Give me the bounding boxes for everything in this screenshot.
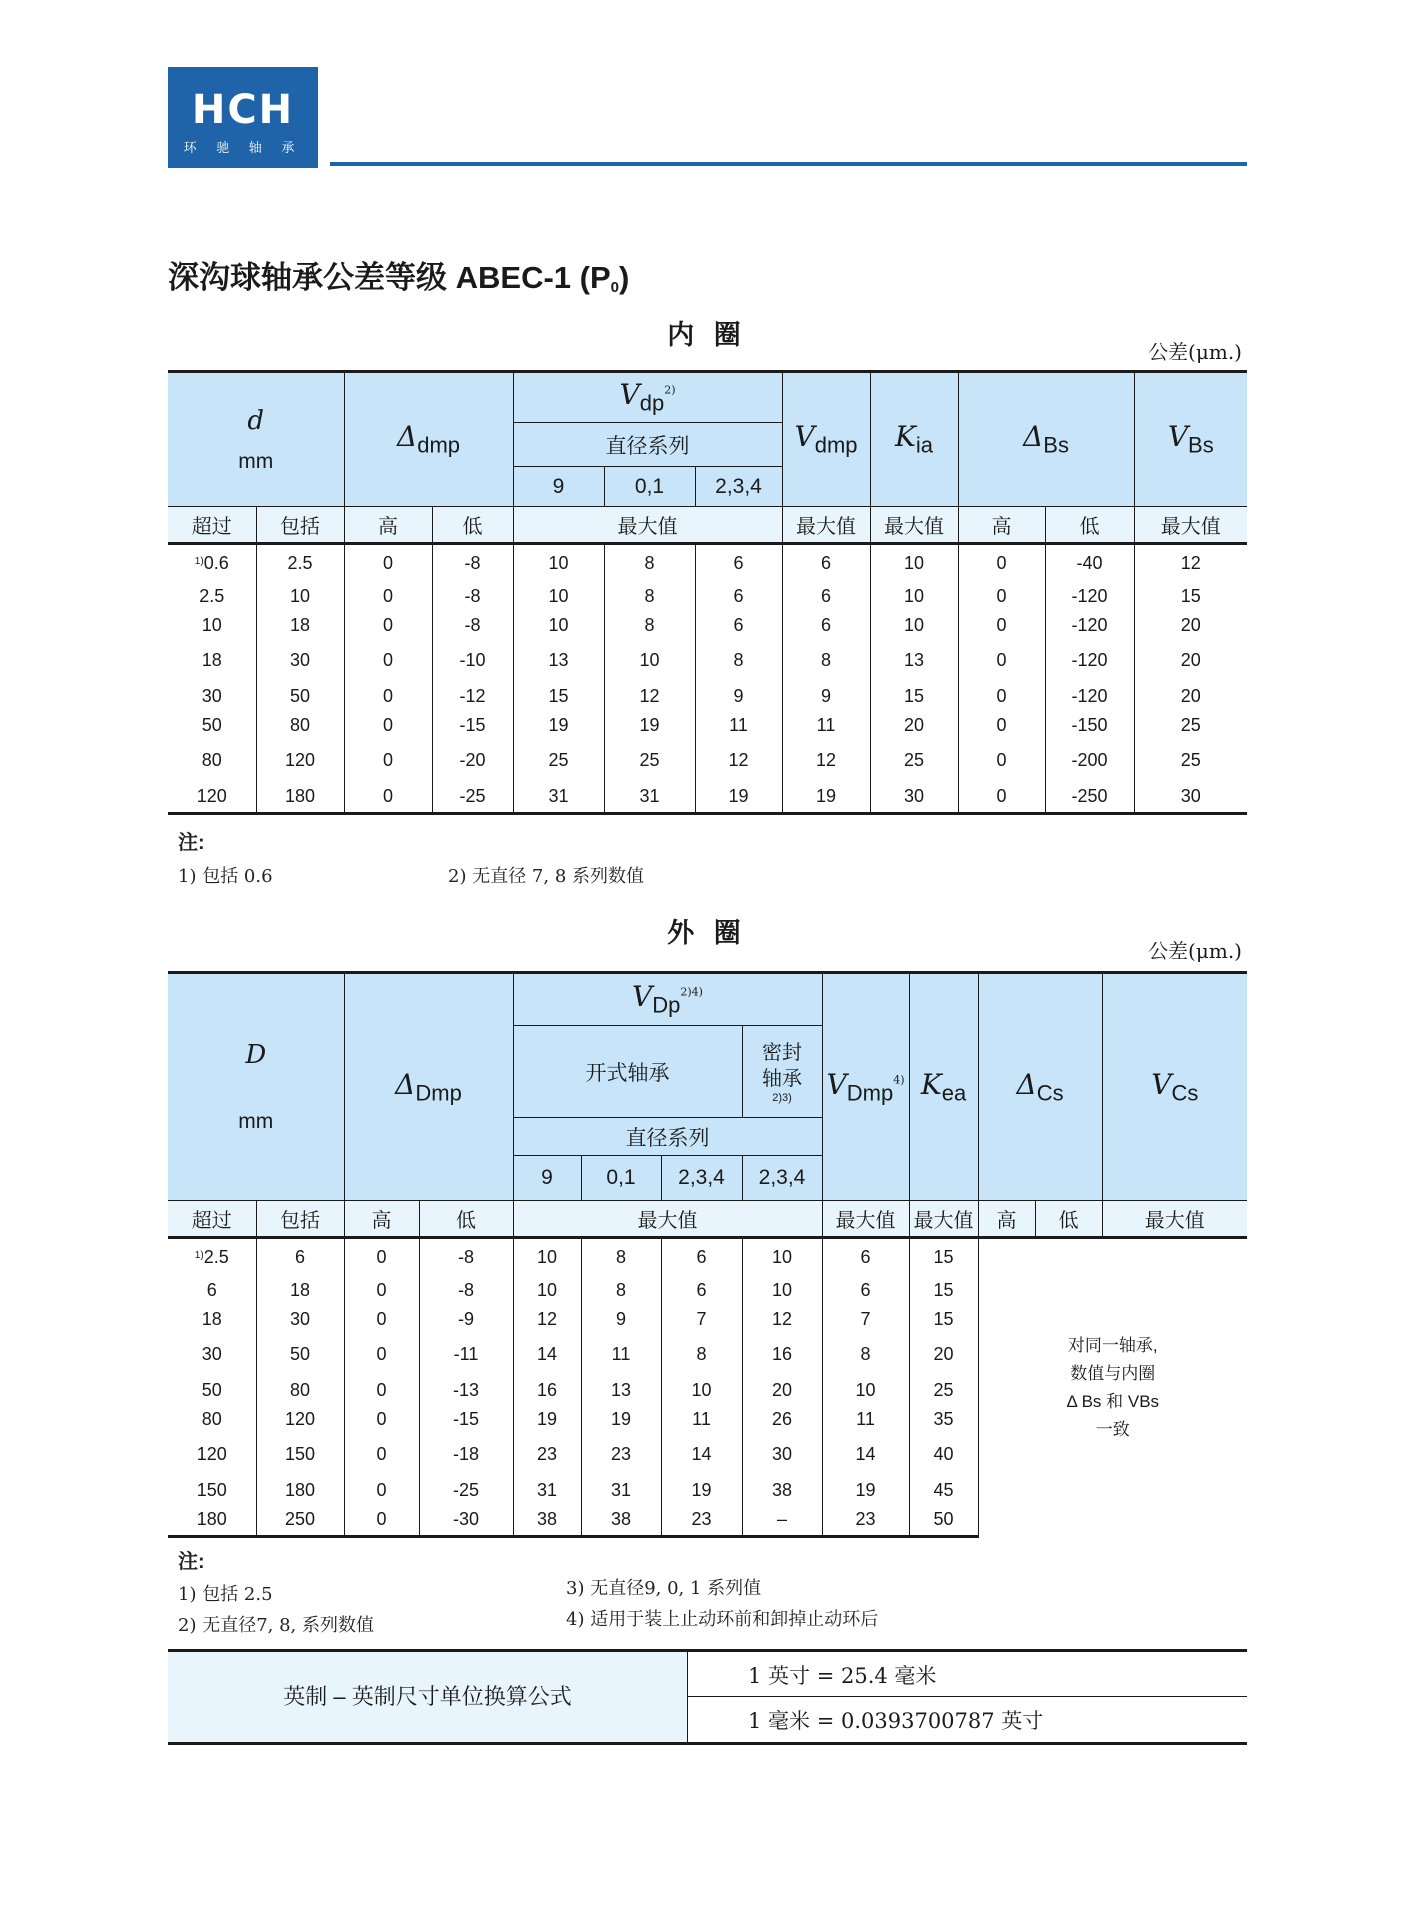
table-cell: 15	[513, 682, 604, 711]
table-row	[168, 740, 1247, 782]
footnote-marker: 1)	[194, 1249, 204, 1261]
table-cell: 50	[256, 682, 344, 711]
table-cell: 19	[661, 1476, 742, 1505]
divider	[688, 1696, 1247, 1697]
table-cell: 15	[909, 1305, 978, 1334]
table-cell: 0	[958, 740, 1045, 782]
table-cell: 6	[782, 611, 870, 640]
table-cell: -9	[419, 1305, 513, 1334]
col-high: 高	[958, 507, 1045, 544]
table-cell: 0	[344, 1434, 419, 1476]
table-cell: 12	[1134, 544, 1247, 582]
vbs-header: $V_{Bs}$	[1134, 372, 1247, 507]
VCs-header: $V_{Cs}$	[1102, 973, 1247, 1201]
col-max: 最大值	[1134, 507, 1247, 544]
table-cell: 20	[742, 1376, 822, 1405]
table-cell: 10	[870, 544, 958, 582]
inner-notes	[178, 826, 205, 855]
table-cell: 0	[344, 544, 432, 582]
table-cell: 0	[958, 640, 1045, 682]
col-max: 最大值	[822, 1201, 909, 1238]
merged-note-line: 一致	[1095, 1419, 1130, 1439]
table-cell: 31	[604, 782, 695, 814]
table-cell: 250	[256, 1505, 344, 1537]
table-cell: 31	[581, 1476, 661, 1505]
table-cell: 7	[661, 1305, 742, 1334]
series-01: 0,1	[581, 1156, 661, 1201]
table-cell: 38	[513, 1505, 581, 1537]
col-low: 低	[419, 1201, 513, 1238]
table-cell: 16	[742, 1334, 822, 1376]
outer-notes	[178, 1545, 205, 1574]
table-cell: 0	[344, 1305, 419, 1334]
series-01: 0,1	[604, 467, 695, 507]
col-over: 超过	[168, 1201, 256, 1238]
table-cell: 19	[782, 782, 870, 814]
table-cell: 25	[604, 740, 695, 782]
table-cell: 13	[870, 640, 958, 682]
table-cell: 15	[909, 1238, 978, 1276]
table-cell: 6	[661, 1238, 742, 1276]
table-cell: 12	[604, 682, 695, 711]
table-cell: -8	[419, 1276, 513, 1305]
table-cell: 30	[1134, 782, 1247, 814]
table-cell: 6	[822, 1276, 909, 1305]
table-cell: 0	[344, 682, 432, 711]
table-cell: 12	[513, 1305, 581, 1334]
table-cell: 35	[909, 1405, 978, 1434]
table-cell: 20	[1134, 611, 1247, 640]
col-over: 超过	[168, 507, 256, 544]
sealed-bearing-header: 密封 轴承 2)3)	[742, 1026, 822, 1118]
table-cell: 11	[661, 1405, 742, 1434]
table-cell: -13	[419, 1376, 513, 1405]
table-cell: -12	[432, 682, 513, 711]
table-cell: 11	[695, 711, 782, 740]
col-max: 最大值	[513, 507, 782, 544]
table-cell: 23	[513, 1434, 581, 1476]
table-cell: 14	[822, 1434, 909, 1476]
table-cell: 30	[870, 782, 958, 814]
table-cell: 80	[168, 1405, 256, 1434]
merged-note-line: Δ Bs 和 VBs	[1066, 1391, 1160, 1411]
table-cell: 18	[168, 1305, 256, 1334]
diameter-series-header: 直径系列	[513, 423, 782, 467]
Kea-header: $K_{ea}$	[909, 973, 978, 1201]
open-bearing-header: 开式轴承	[513, 1026, 742, 1118]
table-cell: -250	[1045, 782, 1134, 814]
table-cell: 20	[909, 1334, 978, 1376]
inner-ring-title: 内 圈	[667, 320, 747, 350]
table-cell: 25	[513, 740, 604, 782]
table-row	[168, 582, 1247, 611]
table-cell: 80	[256, 711, 344, 740]
table-cell: 120	[256, 1405, 344, 1434]
D-header: D mm	[168, 973, 344, 1201]
table-cell: 8	[604, 611, 695, 640]
table-cell: 9	[782, 682, 870, 711]
table-cell: 6	[782, 582, 870, 611]
table-cell: 23	[661, 1505, 742, 1537]
table-cell: 80	[256, 1376, 344, 1405]
table-cell: -8	[432, 611, 513, 640]
table-cell: 8	[661, 1334, 742, 1376]
table-cell: 50	[168, 1376, 256, 1405]
table-cell: -10	[432, 640, 513, 682]
table-cell: 23	[581, 1434, 661, 1476]
series-234: 2,3,4	[695, 467, 782, 507]
table-cell: 6	[256, 1238, 344, 1276]
table-cell: 2.5	[168, 582, 256, 611]
table-cell: 0	[344, 1238, 419, 1276]
table-cell: 0	[344, 611, 432, 640]
table-cell: 45	[909, 1476, 978, 1505]
table-cell: 0	[958, 544, 1045, 582]
kia-header: $K_{ia}$	[870, 372, 958, 507]
table-cell: 11	[581, 1334, 661, 1376]
table-cell: 19	[581, 1405, 661, 1434]
delta-dmp-header: $\Delta_{dmp}$	[344, 372, 513, 507]
table-cell: 40	[909, 1434, 978, 1476]
col-max: 最大值	[513, 1201, 822, 1238]
table-cell: 8	[822, 1334, 909, 1376]
table-cell: 16	[513, 1376, 581, 1405]
table-cell: 14	[661, 1434, 742, 1476]
table-cell: 10	[513, 1276, 581, 1305]
company-logo	[168, 67, 318, 168]
table-cell: 8	[581, 1276, 661, 1305]
table-cell: 18	[256, 611, 344, 640]
table-cell: 20	[1134, 640, 1247, 682]
VDp-header: $V_{Dp}^{2)4)}$	[513, 973, 822, 1026]
table-row	[168, 640, 1247, 682]
table-cell: 0	[344, 640, 432, 682]
table-cell: 0	[344, 1276, 419, 1305]
inner-note-2: 2) 无直径 7, 8 系列数值	[448, 866, 644, 887]
table-cell: 31	[513, 1476, 581, 1505]
unit-conversion-box	[168, 1649, 1247, 1745]
table-cell: 10	[256, 582, 344, 611]
table-cell: 10	[604, 640, 695, 682]
table-cell: 11	[822, 1405, 909, 1434]
outer-note-2: 2) 无直径7, 8, 系列数值	[178, 1615, 374, 1636]
table-cell: 0	[958, 711, 1045, 740]
table-cell: 10	[168, 611, 256, 640]
table-cell: 10	[742, 1238, 822, 1276]
table-cell: 11	[782, 711, 870, 740]
series-9: 9	[513, 467, 604, 507]
table-cell: -15	[432, 711, 513, 740]
divider	[687, 1652, 688, 1742]
table-row	[168, 611, 1247, 640]
table-cell: 13	[581, 1376, 661, 1405]
table-cell: -15	[419, 1405, 513, 1434]
inner-note-1: 1) 包括 0.6	[178, 866, 273, 887]
table-row	[168, 544, 1247, 582]
table-row	[168, 711, 1247, 740]
table-cell: 13	[513, 640, 604, 682]
table-row	[168, 1238, 1247, 1276]
table-cell: 10	[513, 582, 604, 611]
col-max: 最大值	[909, 1201, 978, 1238]
merged-note-line: 数值与内圈	[1070, 1363, 1156, 1383]
col-incl: 包括	[256, 507, 344, 544]
merged-note-line: 对同一轴承,	[1067, 1335, 1158, 1355]
table-cell: 12	[742, 1305, 822, 1334]
table-cell: 120	[168, 782, 256, 814]
table-cell: -11	[419, 1334, 513, 1376]
table-cell: 19	[822, 1476, 909, 1505]
table-cell: 80	[168, 740, 256, 782]
table-cell: 25	[870, 740, 958, 782]
table-cell: 30	[168, 1334, 256, 1376]
outer-note-1: 1) 包括 2.5	[178, 1584, 273, 1605]
table-cell: 19	[513, 1405, 581, 1434]
table-cell: 6	[822, 1238, 909, 1276]
table-cell: -40	[1045, 544, 1134, 582]
table-cell: 19	[695, 782, 782, 814]
table-cell: -8	[432, 582, 513, 611]
table-cell: 6	[695, 582, 782, 611]
table-cell: 6	[661, 1276, 742, 1305]
table-cell: 0	[344, 1376, 419, 1405]
inner-unit-label: 公差(μm.)	[1148, 340, 1242, 364]
table-cell: 8	[782, 640, 870, 682]
table-cell: $^{1)}$0.6	[168, 544, 256, 582]
table-cell: 6	[168, 1276, 256, 1305]
table-cell: 6	[695, 611, 782, 640]
delta-bs-header: $\Delta_{Bs}$	[958, 372, 1134, 507]
table-cell: 10	[742, 1276, 822, 1305]
table-cell: 23	[822, 1505, 909, 1537]
table-cell: 26	[742, 1405, 822, 1434]
table-cell: 0	[344, 1476, 419, 1505]
table-cell: 20	[1134, 682, 1247, 711]
outer-note-3: 3) 无直径9, 0, 1 系列值	[566, 1578, 762, 1599]
conversion-label: 英制 – 英制尺寸单位换算公式	[168, 1652, 687, 1742]
table-cell: -8	[432, 544, 513, 582]
table-cell: -120	[1045, 682, 1134, 711]
table-cell: 10	[513, 1238, 581, 1276]
logo-subtitle: 环 驰 轴 承	[183, 140, 303, 155]
table-cell: 6	[695, 544, 782, 582]
outer-note-4: 4) 适用于装上止动环前和卸掉止动环后	[566, 1609, 879, 1630]
table-cell: 25	[1134, 711, 1247, 740]
col-max: 最大值	[1102, 1201, 1247, 1238]
col-incl: 包括	[256, 1201, 344, 1238]
table-cell: 18	[168, 640, 256, 682]
table-cell: -30	[419, 1505, 513, 1537]
table-cell: -120	[1045, 640, 1134, 682]
table-cell: 0	[958, 682, 1045, 711]
table-cell: 0	[344, 711, 432, 740]
table-cell: 25	[1134, 740, 1247, 782]
table-row	[168, 782, 1247, 814]
table-cell: -20	[432, 740, 513, 782]
table-cell: -120	[1045, 582, 1134, 611]
delta-Dmp-header: $\Delta_{Dmp}$	[344, 973, 513, 1201]
table-cell: 180	[256, 1476, 344, 1505]
table-cell: 25	[909, 1376, 978, 1405]
table-cell: 180	[168, 1505, 256, 1537]
series-234: 2,3,4	[661, 1156, 742, 1201]
table-cell: 38	[581, 1505, 661, 1537]
col-high: 高	[344, 1201, 419, 1238]
table-cell: 150	[256, 1434, 344, 1476]
logo-mark: HCH	[191, 87, 295, 133]
col-low: 低	[1035, 1201, 1102, 1238]
table-cell: 8	[604, 544, 695, 582]
table-cell: 180	[256, 782, 344, 814]
table-cell: 8	[604, 582, 695, 611]
inch-to-mm: 1 英寸 = 25.4 毫米	[748, 1664, 937, 1688]
table-cell: 120	[256, 740, 344, 782]
table-cell: 7	[822, 1305, 909, 1334]
VDmp-header: $V_{Dmp}^{4)}$	[822, 973, 909, 1201]
notes-heading: 注:	[178, 832, 205, 854]
table-cell: 19	[604, 711, 695, 740]
table-cell: -8	[419, 1238, 513, 1276]
table-cell: 10	[870, 611, 958, 640]
table-cell: 12	[782, 740, 870, 782]
table-cell: 14	[513, 1334, 581, 1376]
table-cell: 19	[513, 711, 604, 740]
outer-ring-table	[168, 971, 1247, 1538]
table-cell: 120	[168, 1434, 256, 1476]
table-cell: -120	[1045, 611, 1134, 640]
table-cell: 150	[168, 1476, 256, 1505]
col-max: 最大值	[870, 507, 958, 544]
table-cell: 50	[909, 1505, 978, 1537]
table-cell: 8	[695, 640, 782, 682]
table-cell: 9	[581, 1305, 661, 1334]
outer-ring-title: 外 圈	[667, 918, 747, 948]
page-title: 深沟球轴承公差等级 ABEC-1 $(P_0)$	[168, 260, 630, 296]
table-cell: -25	[432, 782, 513, 814]
table-cell: $^{1)}$2.5	[168, 1238, 256, 1276]
d-header: d mm	[168, 372, 344, 507]
col-high: 高	[978, 1201, 1035, 1238]
header-rule	[330, 162, 1247, 166]
vdp-header: $V_{dp}^{2)}$	[513, 372, 782, 423]
table-cell: 9	[695, 682, 782, 711]
table-cell: 30	[742, 1434, 822, 1476]
table-cell: -150	[1045, 711, 1134, 740]
table-cell: -200	[1045, 740, 1134, 782]
table-cell: 10	[870, 582, 958, 611]
table-cell: 31	[513, 782, 604, 814]
table-cell: 0	[344, 1505, 419, 1537]
table-cell: 30	[256, 1305, 344, 1334]
series-9: 9	[513, 1156, 581, 1201]
table-cell: 15	[870, 682, 958, 711]
table-cell: 0	[344, 582, 432, 611]
table-cell: 2.5	[256, 544, 344, 582]
merged-note-cell	[978, 1238, 1247, 1537]
delta-Cs-header: $\Delta_{Cs}$	[978, 973, 1102, 1201]
col-max: 最大值	[782, 507, 870, 544]
table-cell: 0	[344, 782, 432, 814]
table-cell: 50	[168, 711, 256, 740]
col-low: 低	[432, 507, 513, 544]
mm-to-inch: 1 毫米 = 0.0393700787 英寸	[748, 1709, 1044, 1733]
table-cell: 10	[513, 611, 604, 640]
table-cell: 18	[256, 1276, 344, 1305]
table-cell: 15	[1134, 582, 1247, 611]
table-cell: 0	[344, 1334, 419, 1376]
col-low: 低	[1045, 507, 1134, 544]
table-cell: -25	[419, 1476, 513, 1505]
table-cell: 0	[958, 582, 1045, 611]
series-234-sealed: 2,3,4	[742, 1156, 822, 1201]
table-cell: 20	[870, 711, 958, 740]
table-cell: –	[742, 1505, 822, 1537]
table-cell: 30	[168, 682, 256, 711]
table-cell: 10	[822, 1376, 909, 1405]
table-cell: 38	[742, 1476, 822, 1505]
table-cell: 50	[256, 1334, 344, 1376]
table-cell: 12	[695, 740, 782, 782]
inner-ring-table	[168, 370, 1247, 815]
table-cell: 0	[344, 1405, 419, 1434]
table-cell: 6	[782, 544, 870, 582]
table-cell: 0	[344, 740, 432, 782]
table-cell: -18	[419, 1434, 513, 1476]
table-cell: 0	[958, 611, 1045, 640]
diameter-series-header: 直径系列	[513, 1118, 822, 1156]
table-row	[168, 682, 1247, 711]
notes-heading: 注:	[178, 1551, 205, 1573]
table-cell: 0	[958, 782, 1045, 814]
table-cell: 10	[661, 1376, 742, 1405]
table-cell: 8	[581, 1238, 661, 1276]
col-high: 高	[344, 507, 432, 544]
outer-unit-label: 公差(μm.)	[1148, 939, 1242, 963]
table-cell: 30	[256, 640, 344, 682]
table-cell: 10	[513, 544, 604, 582]
vdmp-header: $V_{dmp}$	[782, 372, 870, 507]
footnote-marker: 1)	[194, 555, 204, 567]
table-cell: 15	[909, 1276, 978, 1305]
